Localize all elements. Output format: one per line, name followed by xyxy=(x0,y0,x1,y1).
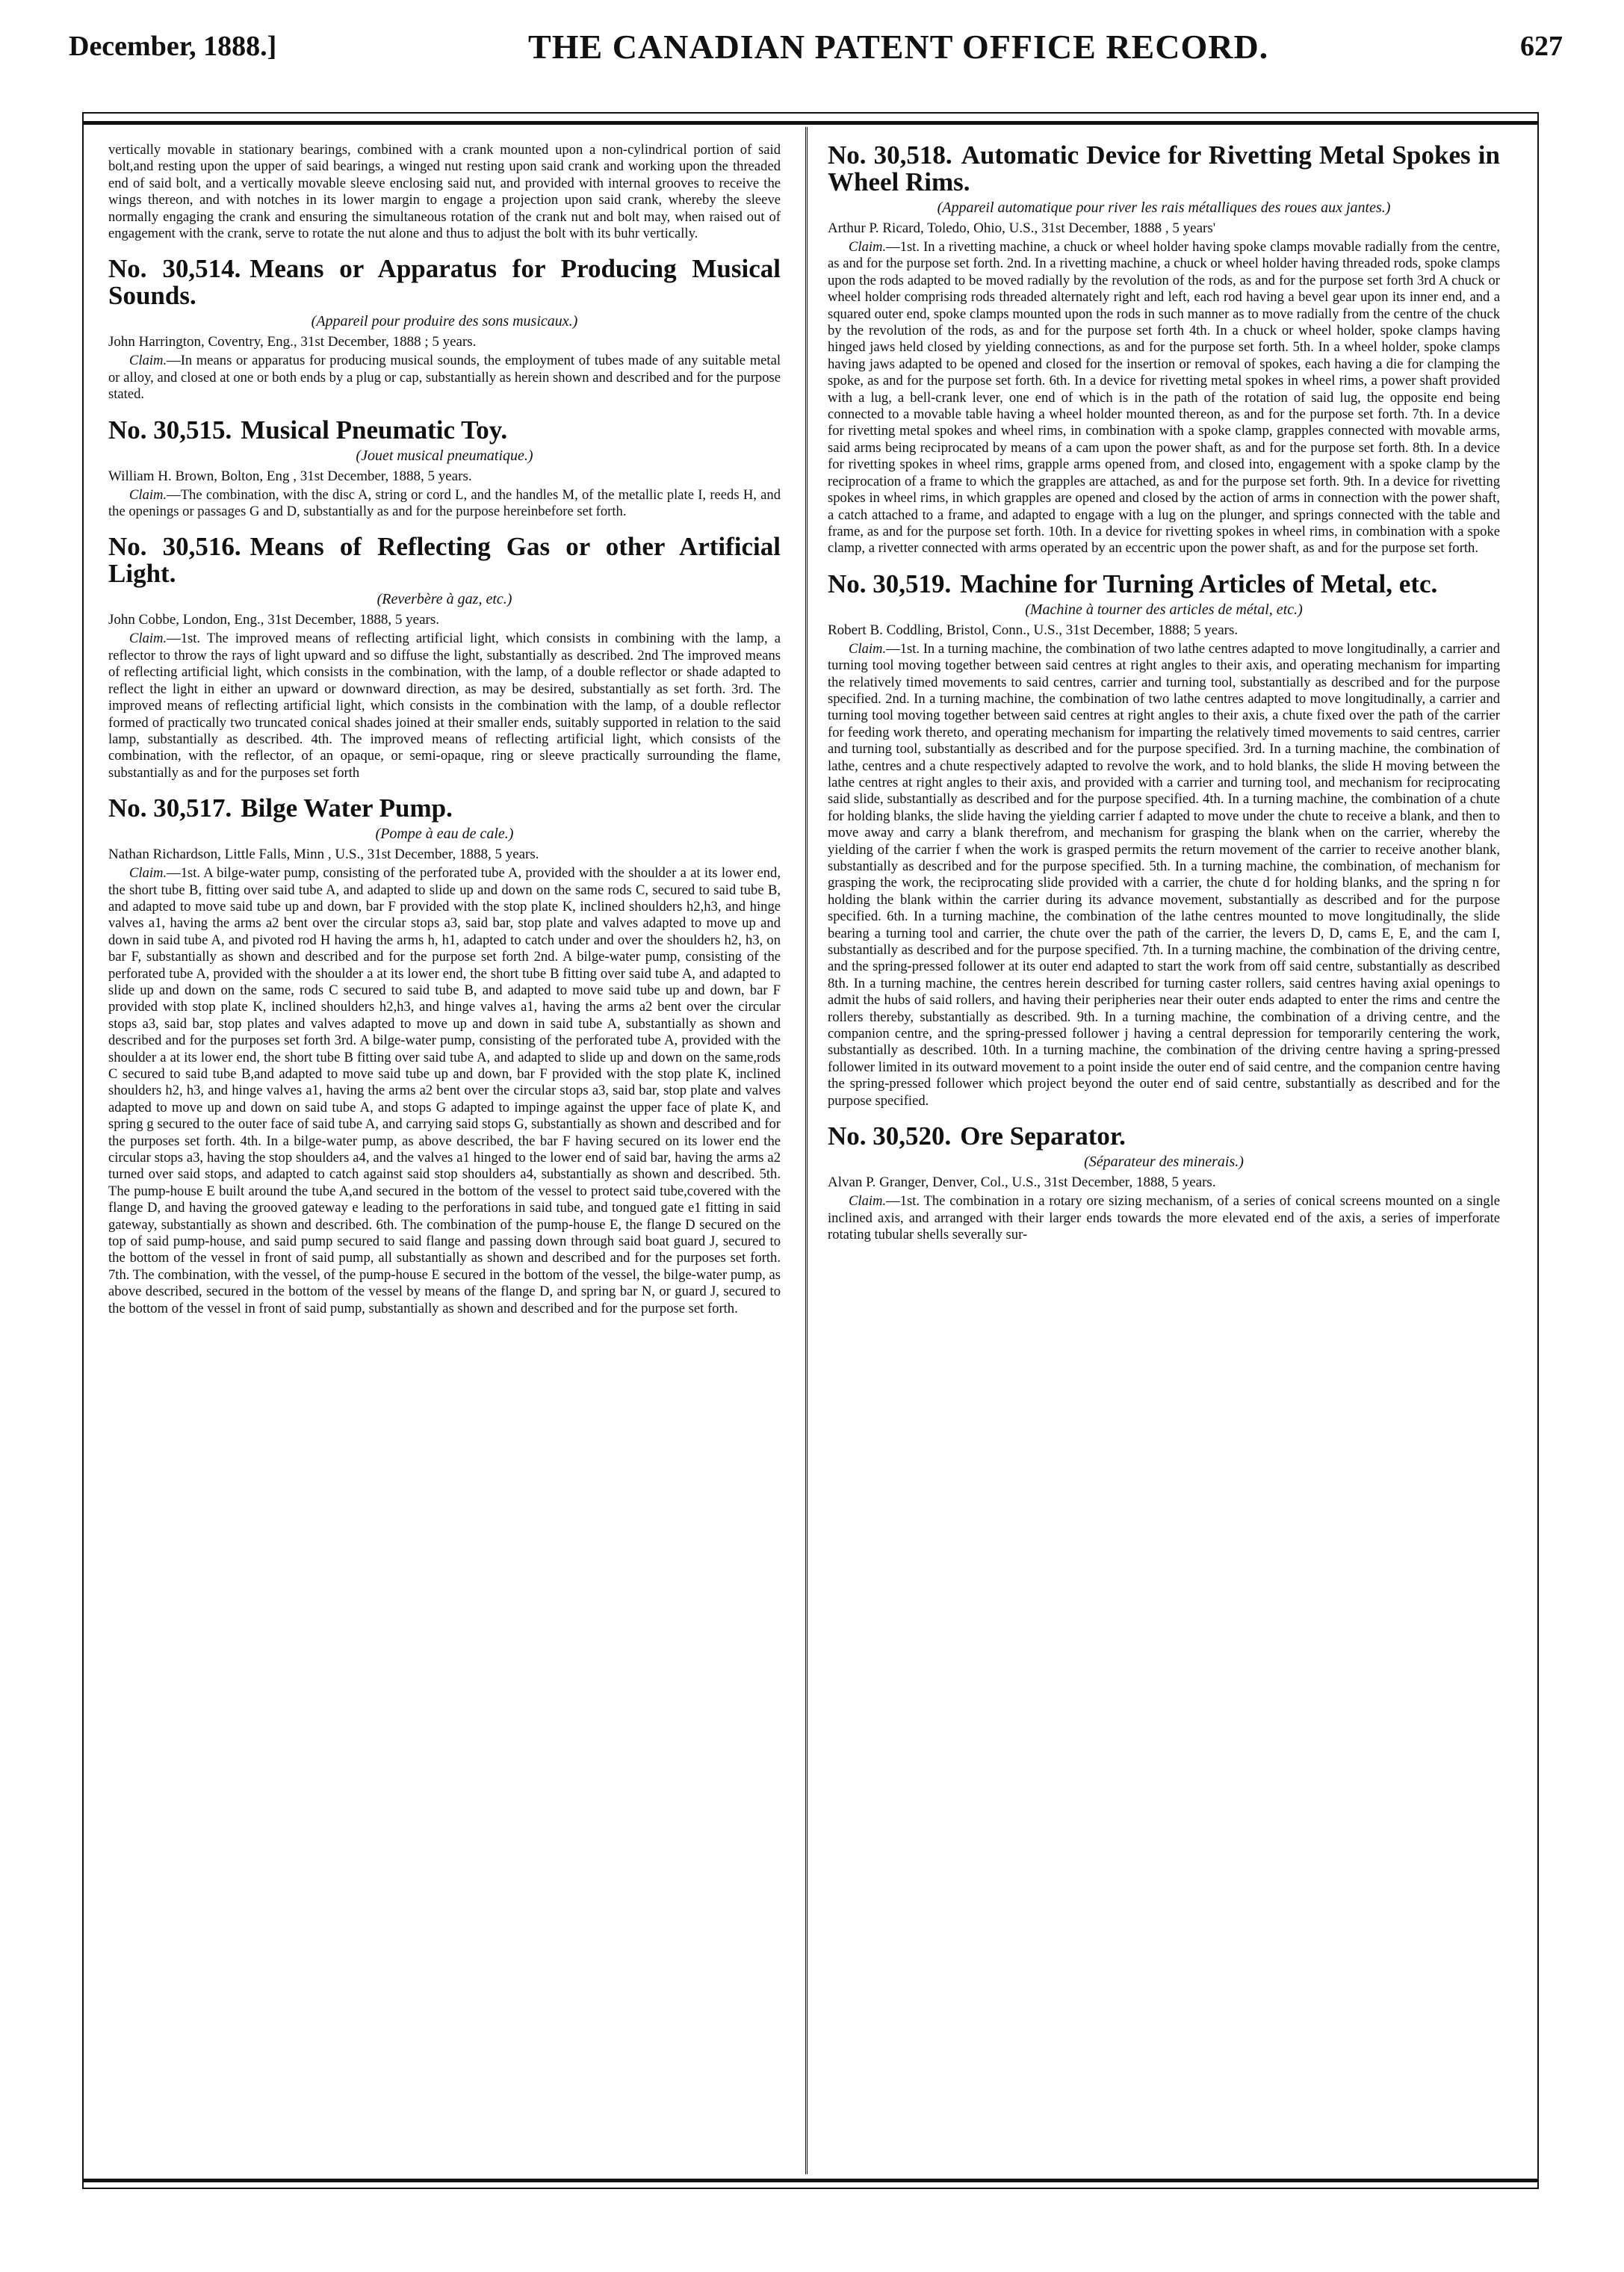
patent-claim xyxy=(108,487,781,521)
patent-title xyxy=(108,795,781,822)
patent-inventor: John Cobbe, London, Eng., 31st December, 1888, 5 years. xyxy=(108,612,440,628)
patent-claim xyxy=(108,353,781,403)
continued-claim-text: vertically movable in stationary bearings, combined with a crank mounted upon a non-cylindrical portion of said bolt,and resting upon the upper of said bearings, a winged nut resting upon said crank and working upon the threaded end of said bolt, and a vertically movable sleeve enclosing said nut, and provided with internal grooves to receive the wings thereon, and with notches in its lower margin to engage a projection upon said crank, whereby the sleeve normally engaging the crank and ensuring the simultaneous rotation of the crank nut and bolt may, when raised out of engagement with the crank, serve to rotate the nut alone and thus to adjust the bolt with its buhr vertically. xyxy=(108,142,781,242)
claim-text: —The combination, with the disc A, string or cord L, and the handles M, of the metallic plate I, reeds H, and the openings or passages G and D, substantially as and for the purpose hereinbefore set forth. xyxy=(108,486,781,520)
patent-subtitle-french: (Machine à tourner des articles de métal, etc.) xyxy=(1025,601,1303,618)
patent-title xyxy=(828,142,1500,196)
patent-title-text: Bilge Water Pump. xyxy=(241,793,453,823)
patent-title xyxy=(108,256,781,309)
patent-claim xyxy=(108,631,781,781)
patent-inventor: Alvan P. Granger, Denver, Col., U.S., 31st December, 1888, 5 years. xyxy=(828,1174,1216,1191)
patent-subtitle-french: (Pompe à eau de cale.) xyxy=(375,826,514,843)
patent-claim xyxy=(108,865,781,1317)
patent-subtitle-french: (Appareil automatique pour river les rais métalliques des roues aux jantes.) xyxy=(937,199,1391,216)
patent-entry-30520 xyxy=(828,1123,1500,1243)
frame-rule-bottom xyxy=(82,2179,1539,2182)
patent-subtitle-french: (Reverbère à gaz, etc.) xyxy=(376,591,512,608)
claim-label: Claim. xyxy=(849,640,887,657)
patent-inventor: William H. Brown, Bolton, Eng , 31st December, 1888, 5 years. xyxy=(108,468,472,484)
patent-title xyxy=(828,571,1500,598)
right-column xyxy=(828,142,1500,2167)
patent-entry-30517 xyxy=(108,795,781,1317)
patent-claim xyxy=(828,641,1500,1109)
patent-number: No. 30,514. xyxy=(108,254,241,284)
patent-number: No. 30,520. xyxy=(828,1121,952,1151)
patent-number: No. 30,519. xyxy=(828,569,952,598)
patent-entry-30515 xyxy=(108,417,781,521)
patent-entry-30514 xyxy=(108,256,781,403)
claim-text: —1st. In a turning machine, the combination of two lathe centres adapted to move longitudinally, a carrier and turning tool moving together between said centres at right angles to their axis, and operating mechanism for imparting the relatively timed movements to said centres, carrier and turning tool, substantially as described and for the purpose specified. 2nd. In a turning machine, the combination of two lathe centres adapted to move longitudinally, a carrier and turning tool moving together between said centres at right angles to their axis, a chute fixed over the path of the carrier for feeding work thereto, and operating mechanism for imparting the relatively timed movements to said centres, carrier and turning tool, substantially as described and for the purpose specified. 3rd. In a turning machine, the combination of lathe, centres and a chute respectively adapted to revolve the work, and to hold blanks, the slide H moving between the lathe centres at right angles to their axis, and provided with a carrier and turning tool, and mechanism for reciprocating said slide, substantially as described and for the purpose specified. 4th. In a turning machine, the combination of a chute for holding blanks, the slide having the yielding carrier f adapted to move under the chute to receive a blank, and then to move away and carry a blank therefrom, and mechanism for grasping the blank when on the carrier, whereby the yielding of the carrier f when the work is grasped permits the return movement of the carrier to receive another blank, substantially as described and for the purpose specified. 5th. In a turning machine, the combination, of mechanism for grasping the work, the reciprocating slide provided with a carrier, the chute d for holding blanks, and the spring n for holding the blank within the carrier during its advance movement, substantially as described and for the purpose specified. 6th. In a turning machine, the combination of the lathe centres mounted to move longitudinally, the slide bearing a turning tool and carrier, the chute over the path of the carrier, the levers D, D, cams E, E, and the cam I, substantially as described and for the purpose specified. 7th. In a turning machine, the combination of the driving centre, and the spring-pressed follower at its outer end adapted to start the work from off said centre, substantially as described 8th. In a turning machine, the centres herein described for turning caster rollers, said centres having axial openings to admit the hubs of said rollers, and having their peripheries near their outer ends adapted to enter the rims and centre the rollers thereby, substantially as described. 9th. In a turning machine, the combination of a driving centre, and the companion centre, and the spring-pressed follower j having a central depression for temporarily centering the work, substantially as described. 10th. In a turning machine, the combination of the driving centre having a spring-pressed follower limited in its outward movement to a point inside the outer end of said centre, and the companion centre having the spring-pressed follower which project beyond the outer end of said centre, substantially as described and for the purpose specified. xyxy=(828,640,1500,1109)
patent-entry-30518 xyxy=(828,142,1500,557)
patent-title-text: Musical Pneumatic Toy. xyxy=(241,415,508,445)
patent-title-text: Machine for Turning Articles of Metal, etc. xyxy=(960,569,1438,598)
patent-title-text: Means or Apparatus for Producing Musical Sounds. xyxy=(108,254,781,311)
patent-entry-30516 xyxy=(108,533,781,781)
patent-title xyxy=(828,1123,1500,1150)
column-divider xyxy=(805,127,808,2174)
claim-text: —1st. The combination in a rotary ore sizing mechanism, of a series of conical screens mounted on a single inclined axis, and arranged with their larger ends towards the more elevated end of the axis, a series of imperforate rotating tubular shells severally sur- xyxy=(828,1193,1500,1242)
patent-number: No. 30,517. xyxy=(108,793,232,823)
claim-text: —1st. The improved means of reflecting artificial light, which consists in combining with the lamp, a reflector to throw the rays of light upward and so diffuse the light, substantially as described. 2nd The improved means of reflecting artificial light, which consists in the combination, with the lamp, of a double reflector or shade adapted to reflect the light in either an upward or downward direction, as may be desired, substantially as set forth. 3rd. The improved means of reflecting artificial light, which consists in the combination with the lamp, of a double reflector formed of practically two truncated conical shades joined at their smaller ends, suitably supported in relation to the said lamp, substantially as described. 4th. The improved means of reflecting artificial light, which consists of the combination, with the reflector, of an opaque, or semi-opaque, ring or sleeve practically surrounding the flame, substantially as and for the purposes set forth xyxy=(108,631,781,781)
patent-claim xyxy=(828,1193,1500,1243)
patent-title-text: Ore Separator. xyxy=(960,1121,1126,1151)
claim-label: Claim. xyxy=(129,486,167,503)
running-head xyxy=(69,16,1563,76)
claim-text: —1st. In a rivetting machine, a chuck or wheel holder having spoke clamps movable radially from the centre, as and for the purpose set forth. 2nd. In a rivetting machine, a chuck or wheel holder having threaded rods, spoke clamps upon the rods adapted to be moved radially by the revolution of the rods, as and for the purpose set forth 3rd A chuck or wheel holder comprising rods threaded alternately right and left, each rod having a bevel gear upon its inner end, and a squared outer end, spoke clamps mounted upon the rods in such manner as to move radially from the centre of the chuck by the revolution of the rods, as and for the purpose set forth 4th. In a chuck or wheel holder, spoke clamps having hinged jaws held closed by yielding connections, as and for the purpose set forth. 5th. In a wheel holder, spoke clamps having jaws adapted to be opened and closed for the insertion or removal of spokes, each having a die for clamping the spoke, as and for the purpose set forth. 6th. In a device for rivetting metal spokes in wheel rims, a power shaft provided with a lug, a bell-crank lever, one end of which is in the path of the rotation of said lug, the opposite end being connected to a movable table having a wheel holder mounted thereon, as and for the purpose set forth. 7th. In a device for rivetting metal spokes and wheel rims, in combination with a spoke clamp, grapples connected with movable arms, said arms being reciprocated by means of a cam upon the power shaft, as and for the purpose set forth. 8th. In a device for rivetting spokes in wheel rims, grapple arms opened from, and closed into, engagement with a spoke clamp by the reciprocation of a frame to which the grapples are attached, as and for the purpose set forth. 9th. In a device for rivetting spokes in wheel rims, in which grapples are opened and closed by the action of arms in connection with the power shaft, a catch attached to a frame, and adapted to engage with a lug on the plunger, and springs connected with the table and frame, as and for the purpose set forth. 10th. In a device for rivetting spokes in wheel rims, in combination with a spoke clamp, a rivetter connected with arms operated by an eccentric upon the power shaft, as and for the purpose set forth. xyxy=(828,239,1500,557)
issue-date: December, 1888.] xyxy=(69,31,277,62)
patent-subtitle-french: (Jouet musical pneumatique.) xyxy=(356,447,533,464)
claim-label: Claim. xyxy=(849,1193,887,1210)
claim-text: —1st. A bilge-water pump, consisting of the perforated tube A, provided with the shoulder a at its lower end, the short tube B, fitting over said tube A, and adapted to slide up and down on the same rods C, secured to said tube B, and adapted to move said tube up and down, bar F provided with the stop plate K, inclined shoulders h2,h3, and hinge valves a1, having the arms a2 bent over the circular stops a3, said bar, stop plate and valves adapted to move up and down in said tube A, and pivoted rod H having the arms h, h1, adapted to catch under and over the shoulders h2, h3, on bar F, substantially as shown and described and for the purpose set forth 2nd. A bilge-water pump, consisting of the perforated tube A, provided with the shoulder a at its lower end, the short tube B fitting over said tube A, and adapted to slide up and down on the same, rods C secured to said tube B, and adapted to move said tube up and down, bar F provided with stop plate K, inclined shoulders h2,h3, and hinge valves a1, having the arms a2 bent over the circular stops a3, said bar, stop plates and valves adapted to move up and down in said tube A, substantially as shown and described and for the purposes set forth 3rd. A bilge-water pump, consisting of the perforated tube A, provided with the shoulder a at its lower end, the short tube B fitting over said tube A, and adapted to slide up and down on the same,rods C secured to said tube B,and adapted to move said tube up and down, bar F provided with the stop plate K, inclined shoulders h2, h3, and hinge valves a1, having the arms a2 bent over the circular stops a3, said bar, stop plate and valves adapted to move up and down on said tube A, and stops G adapted to impinge against the upper face of plate K, and spring g secured to the outer face of said tube A, and carrying said stops G, substantially as shown and described and for the purposes set forth. 4th. In a bilge-water pump, as above described, the bar F having secured on its lower end the circular stops a3, having the stop shoulders a4, and the valves a1 hinged to the lower end of said bar, having the arms a2 turned over said stops, and adapted to catch against said stop shoulders a4, substantially as shown and described. 5th. The pump-house E built around the tube A,and secured in the bottom of the vessel to protect said tube,covered with the flange D, and having the grooved gateway e leading to the perforations in said tube, and tongued gate e1 fitting in said gateway, substantially as shown and described. 6th. The combination of the pump-house E, the flange D secured on the top of said pump-house, and said pump secured to said flange and passing down through said boat guard J, secured to the bottom of the vessel in front of said pump, all substantially as shown and described and for the purposes set forth. 7th. The combination, with the vessel, of the pump-house E secured in the bottom of the vessel, the bilge-water pump, as above described, secured in the bottom of the vessel by means of the flange D, and spring bar N, or guard J, secured to the bottom of the vessel in front of said pump, substantially as shown and described and for the purpose set forth. xyxy=(108,865,781,1316)
patent-title-text: Automatic Device for Rivetting Metal Spokes in Wheel Rims. xyxy=(828,142,1500,196)
claim-label: Claim. xyxy=(129,631,167,647)
patent-inventor: Nathan Richardson, Little Falls, Minn , U.S., 31st December, 1888, 5 years. xyxy=(108,846,539,863)
page-number: 627 xyxy=(1520,31,1563,62)
patent-inventor: Arthur P. Ricard, Toledo, Ohio, U.S., 31st December, 1888 , 5 years' xyxy=(828,220,1216,236)
frame-rule-top xyxy=(82,121,1539,125)
patent-inventor: Robert B. Coddling, Bristol, Conn., U.S., 31st December, 1888; 5 years. xyxy=(828,622,1239,638)
claim-label: Claim. xyxy=(129,865,167,882)
patent-title xyxy=(108,533,781,587)
patent-number: No. 30,518. xyxy=(828,142,952,170)
left-column xyxy=(108,142,781,2167)
patent-number: No. 30,515. xyxy=(108,415,232,445)
patent-subtitle-french: (Appareil pour produire des sons musicaux.) xyxy=(311,313,578,330)
patent-title xyxy=(108,417,781,444)
patent-inventor: John Harrington, Coventry, Eng., 31st December, 1888 ; 5 years. xyxy=(108,334,477,350)
patent-claim xyxy=(828,239,1500,557)
claim-label: Claim. xyxy=(849,239,887,255)
patent-title-text: Means of Reflecting Gas or other Artificial Light. xyxy=(108,532,781,589)
patent-number: No. 30,516. xyxy=(108,532,241,562)
patent-entry-30519 xyxy=(828,571,1500,1109)
claim-text: —In means or apparatus for producing musical sounds, the employment of tubes made of any suitable metal or alloy, and closed at one or both ends by a plug or cap, substantially as herein shown and described and for the purpose stated. xyxy=(108,353,781,403)
publication-title: THE CANADIAN PATENT OFFICE RECORD. xyxy=(528,27,1269,66)
claim-label: Claim. xyxy=(129,353,167,369)
patent-subtitle-french: (Séparateur des minerais.) xyxy=(1084,1154,1244,1171)
